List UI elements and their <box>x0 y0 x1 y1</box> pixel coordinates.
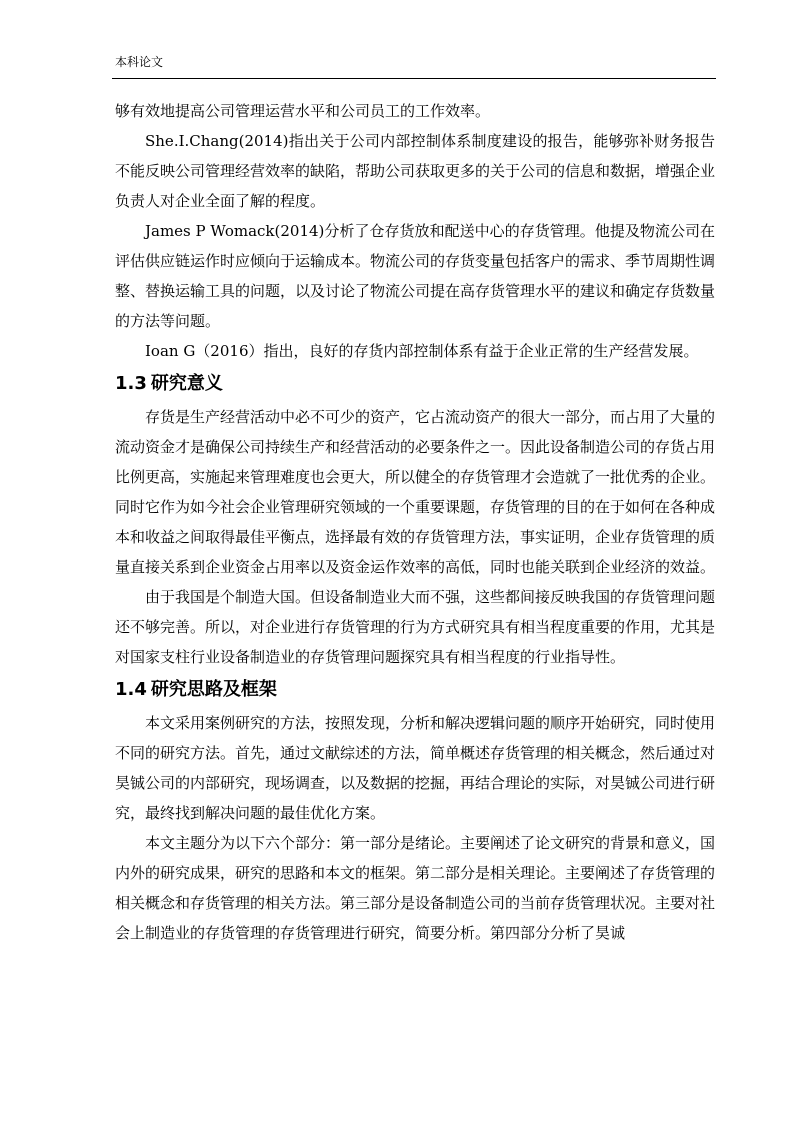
paragraph-framework-2: 本文主题分为以下六个部分：第一部分是绪论。主要阐述了论文研究的背景和意义，国内外的研究成果，研究的思路和本文的框架。第二部分是相关理论。主要阐述了存货管理的相关概念和存货管理的相关方法。第三部分是设备制造公司的当前存货管理状况。主要对社会上制造业的存货管理的存货管理进行研究，简要分析。第四部分分析了昊诚 <box>115 834 716 942</box>
body-text <box>115 96 715 948</box>
section-number: 1.4 <box>115 679 147 700</box>
paragraph-chang: She.I.Chang(2014)指出关于公司内部控制体系制度建设的报告，能够弥补财务报告不能反映公司管理经营效率的缺陷，帮助公司获取更多的关于公司的信息和数据，增强企业负责人对企业全面了解的程度。 <box>115 132 716 210</box>
paragraph-womack: James P Womack(2014)分析了仓存货放和配送中心的存货管理。他提及物流公司在评估供应链运作时应倾向于运输成本。物流公司的存货变量包括客户的需求、季节周期性调整、替换运输工具的问题，以及讨论了物流公司提在高存货管理水平的建议和确定存货数量的方法等问题。 <box>115 222 716 330</box>
section-title: 研究意义 <box>150 373 223 394</box>
section-heading-1-3 <box>115 366 715 402</box>
paragraph-framework-1: 本文采用案例研究的方法，按照发现，分析和解决逻辑问题的顺序开始研究，同时使用不同的研究方法。首先，通过文献综述的方法，简单概述存货管理的相关概念，然后通过对昊铖公司的内部研究，现场调查，以及数据的挖掘，再结合理论的实际，对昊铖公司进行研究，最终找到解决问题的最佳优化方案。 <box>115 714 716 822</box>
section-heading-1-4 <box>115 672 715 708</box>
paragraph-continuation: 够有效地提高公司管理运营水平和公司员工的工作效率。 <box>115 102 491 120</box>
paragraph-significance-1: 存货是生产经营活动中必不可少的资产，它占流动资产的很大一部分，而占用了大量的流动资金才是确保公司持续生产和经营活动的必要条件之一。因此设备制造公司的存货占用比例更高，实施起来管理难度也会更大，所以健全的存货管理才会造就了一批优秀的企业。同时它作为如今社会企业管理研究领域的一个重要课题，存货管理的目的在于如何在各种成本和收益之间取得最佳平衡点，选择最有效的存货管理方法，事实证明，企业存货管理的质量直接关系到企业资金占用率以及资金运作效率的高低，同时也能关联到企业经济的效益。 <box>115 408 716 576</box>
section-title: 研究思路及框架 <box>150 679 277 700</box>
running-header: 本科论文 <box>115 55 164 69</box>
section-number: 1.3 <box>115 373 147 394</box>
paragraph-ioan: Ioan G（2016）指出，良好的存货内部控制体系有益于企业正常的生产经营发展。 <box>145 342 699 360</box>
paragraph-significance-2: 由于我国是个制造大国。但设备制造业大而不强，这些都间接反映我国的存货管理问题还不够完善。所以，对企业进行存货管理的行为方式研究具有相当程度重要的作用，尤其是对国家支柱行业设备制造业的存货管理问题探究具有相当程度的行业指导性。 <box>115 588 716 666</box>
header-divider <box>112 78 716 79</box>
